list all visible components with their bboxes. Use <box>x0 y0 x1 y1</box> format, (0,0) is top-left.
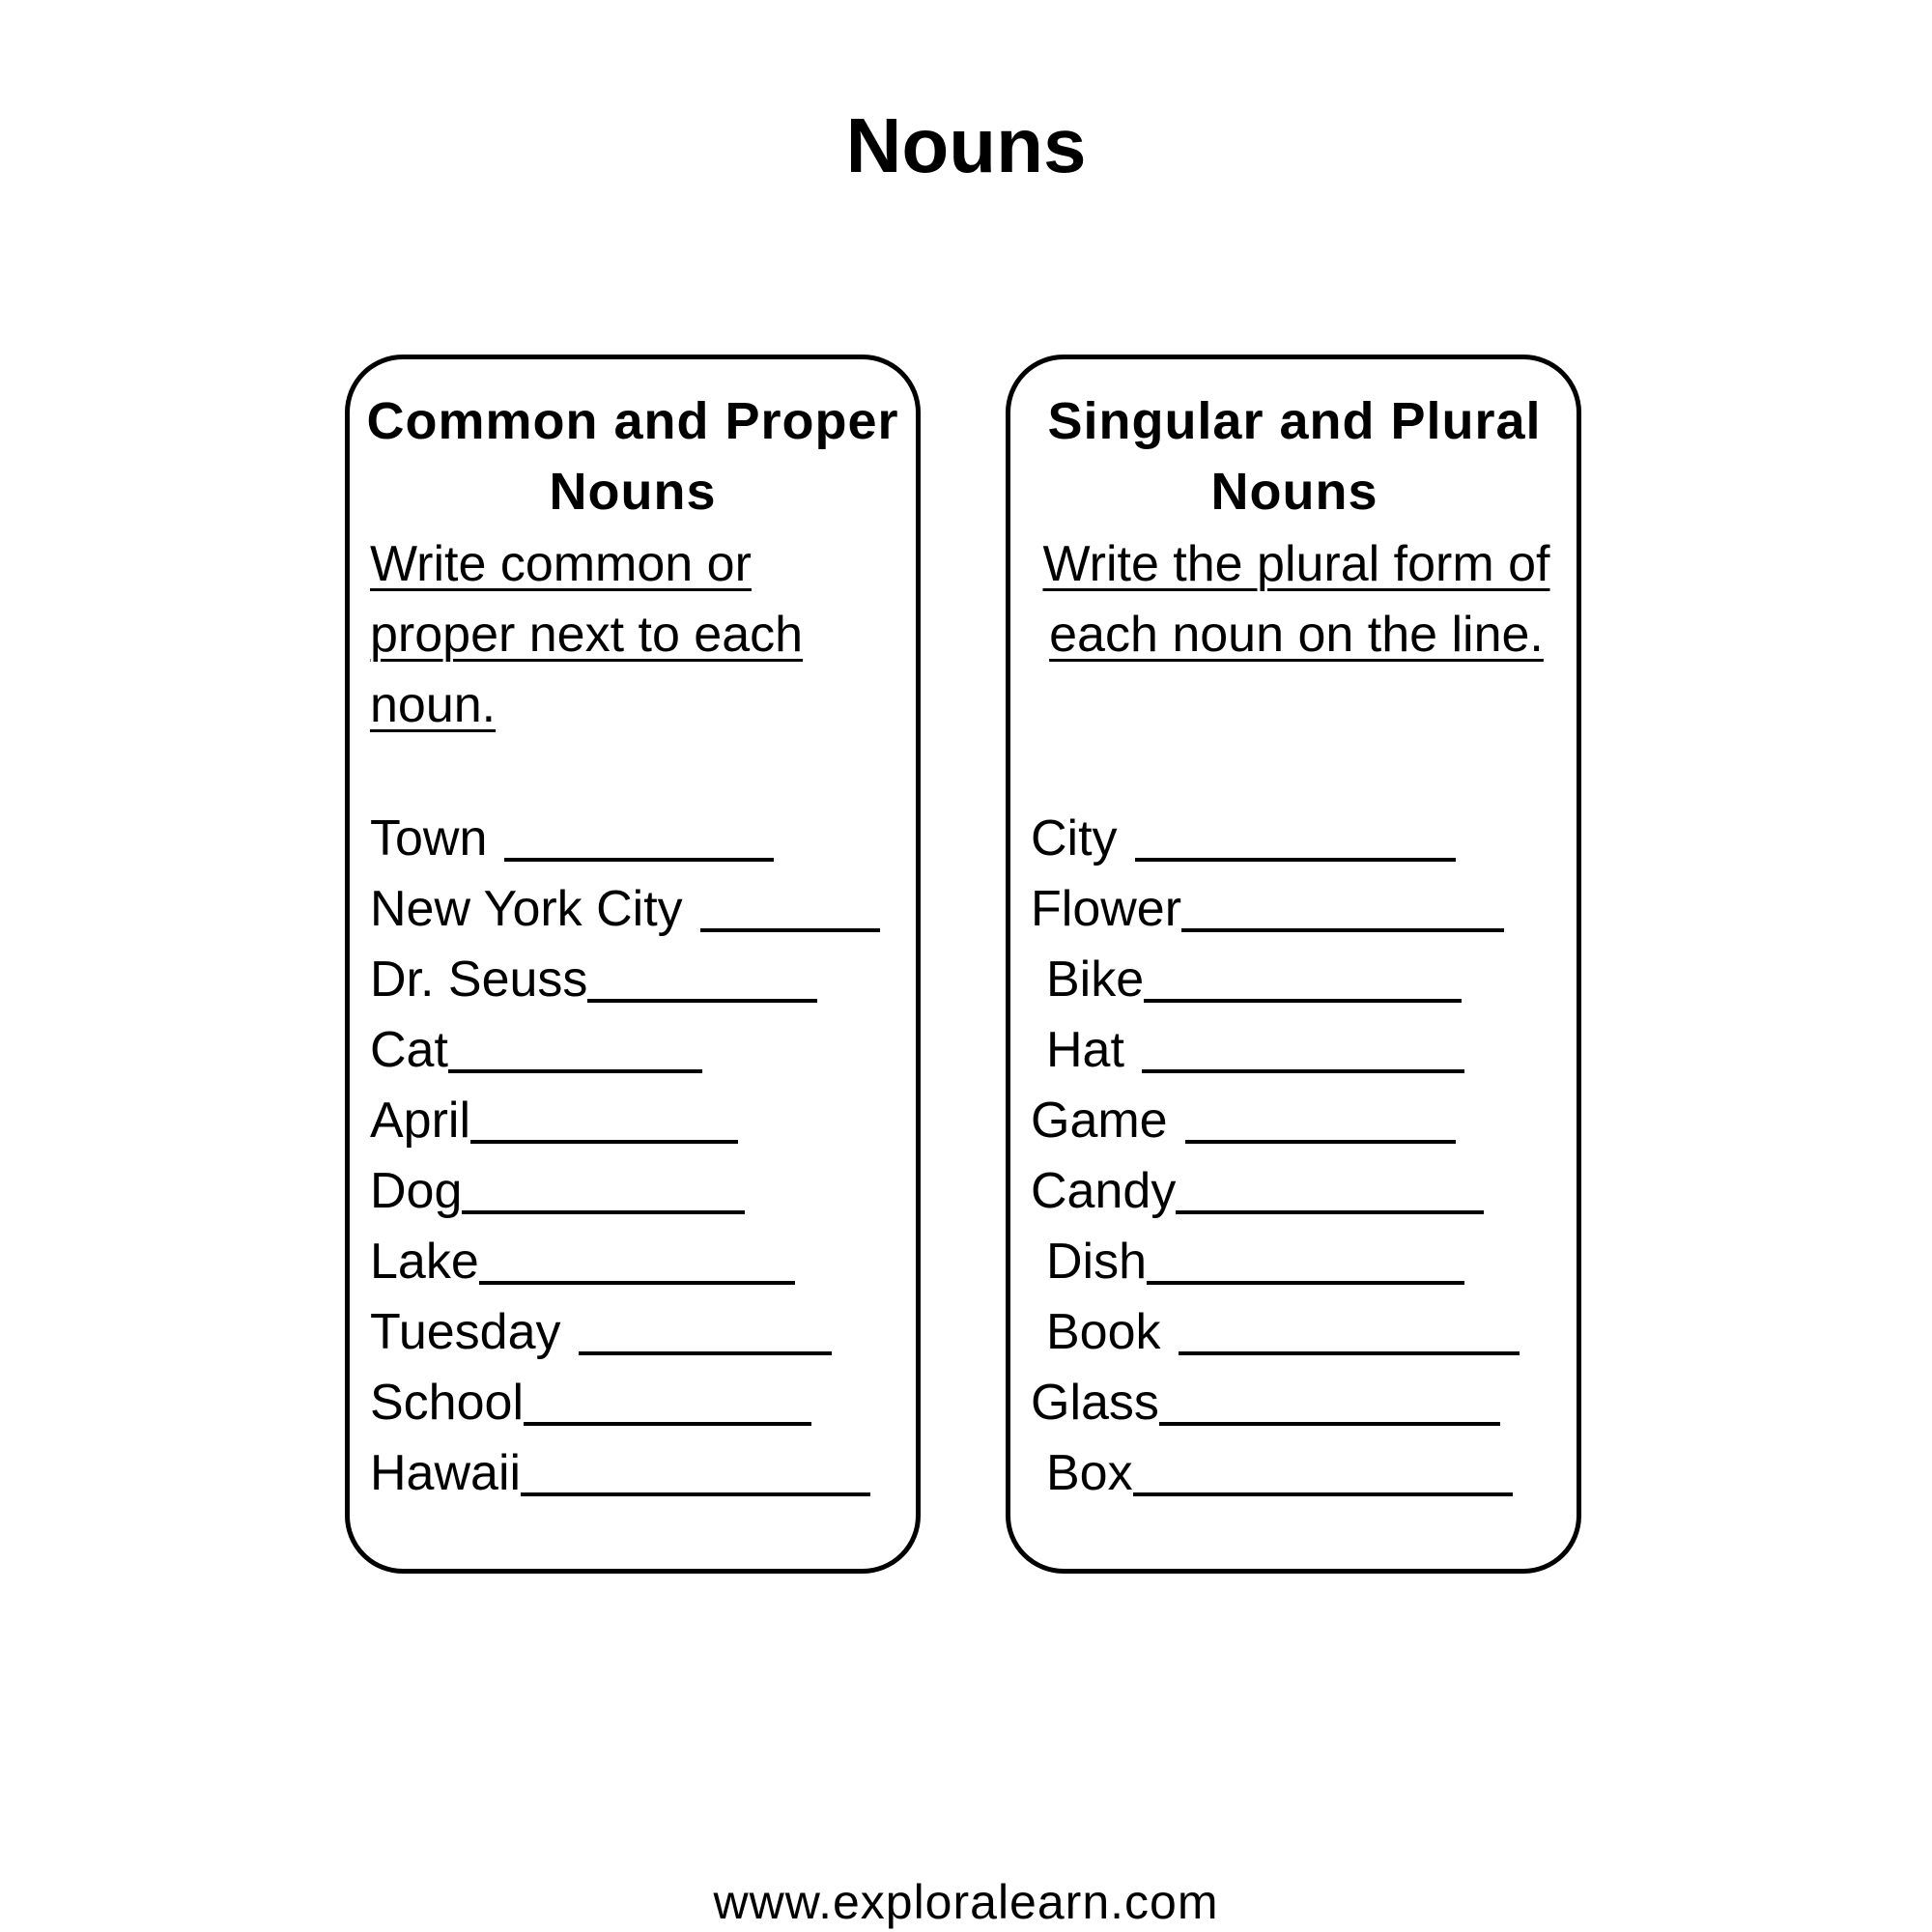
answer-line[interactable] <box>1133 1492 1513 1496</box>
noun-label: New York City <box>370 881 683 937</box>
noun-label: Candy <box>1031 1163 1177 1219</box>
answer-line[interactable] <box>462 1210 745 1214</box>
list-item <box>370 1233 795 1291</box>
list-item <box>1031 1374 1500 1432</box>
list-item <box>1046 1233 1464 1291</box>
answer-line[interactable] <box>504 858 774 862</box>
answer-line[interactable] <box>521 1492 870 1496</box>
answer-line[interactable] <box>1147 1281 1464 1285</box>
answer-line[interactable] <box>1159 1422 1500 1426</box>
list-item <box>1046 1303 1520 1361</box>
common-proper-instructions: Write common or proper next to each noun. <box>370 536 804 733</box>
singular-plural-heading: Singular and Plural Nouns <box>1047 392 1542 521</box>
list-item <box>370 1374 811 1432</box>
list-item <box>370 951 817 1009</box>
noun-label: Town <box>370 810 488 867</box>
noun-label: Game <box>1031 1093 1168 1149</box>
noun-label: Dog <box>370 1163 463 1219</box>
noun-label: Dish <box>1046 1234 1148 1290</box>
list-item <box>1046 1021 1464 1079</box>
list-item <box>370 1021 702 1079</box>
page-title: Nouns <box>845 102 1087 188</box>
noun-label: Lake <box>370 1234 479 1290</box>
answer-line[interactable] <box>579 1351 832 1355</box>
noun-label: Box <box>1046 1445 1133 1501</box>
noun-label: Flower <box>1031 881 1182 937</box>
noun-label: City <box>1031 810 1118 867</box>
common-proper-heading: Common and Proper Nouns <box>366 392 899 521</box>
noun-label: April <box>370 1093 471 1149</box>
noun-label: Hawaii <box>370 1445 522 1501</box>
list-item <box>370 810 774 867</box>
noun-label: Cat <box>370 1022 448 1078</box>
website-footer: www.exploralearn.com <box>713 1875 1219 1929</box>
noun-label: Tuesday <box>370 1304 561 1360</box>
answer-line[interactable] <box>1181 928 1504 932</box>
noun-label: Dr. Seuss <box>370 952 588 1008</box>
noun-label: Bike <box>1046 952 1145 1008</box>
answer-line[interactable] <box>524 1422 811 1426</box>
list-item <box>1046 1444 1513 1502</box>
list-item <box>370 1092 738 1150</box>
answer-line[interactable] <box>587 999 817 1003</box>
answer-line[interactable] <box>470 1140 738 1144</box>
answer-line[interactable] <box>1185 1140 1456 1144</box>
noun-label: Book <box>1046 1304 1161 1360</box>
list-item <box>370 1303 832 1361</box>
answer-line[interactable] <box>448 1069 702 1073</box>
list-item <box>1046 951 1462 1009</box>
answer-line[interactable] <box>1179 1351 1520 1355</box>
answer-line[interactable] <box>479 1281 795 1285</box>
list-item <box>1031 1162 1484 1220</box>
list-item <box>370 1162 745 1220</box>
list-item <box>1031 810 1456 867</box>
answer-line[interactable] <box>1176 1210 1484 1214</box>
noun-label: Glass <box>1031 1375 1159 1431</box>
answer-line[interactable] <box>700 928 880 932</box>
list-item <box>370 880 880 938</box>
list-item <box>1031 1092 1456 1150</box>
list-item <box>1031 880 1504 938</box>
noun-label: Hat <box>1046 1022 1124 1078</box>
list-item <box>370 1444 870 1502</box>
answer-line[interactable] <box>1142 1069 1464 1073</box>
singular-plural-instructions: Write the plural form of each noun on the line. <box>1042 536 1550 663</box>
answer-line[interactable] <box>1135 858 1456 862</box>
answer-line[interactable] <box>1144 999 1462 1003</box>
noun-label: School <box>370 1375 524 1431</box>
